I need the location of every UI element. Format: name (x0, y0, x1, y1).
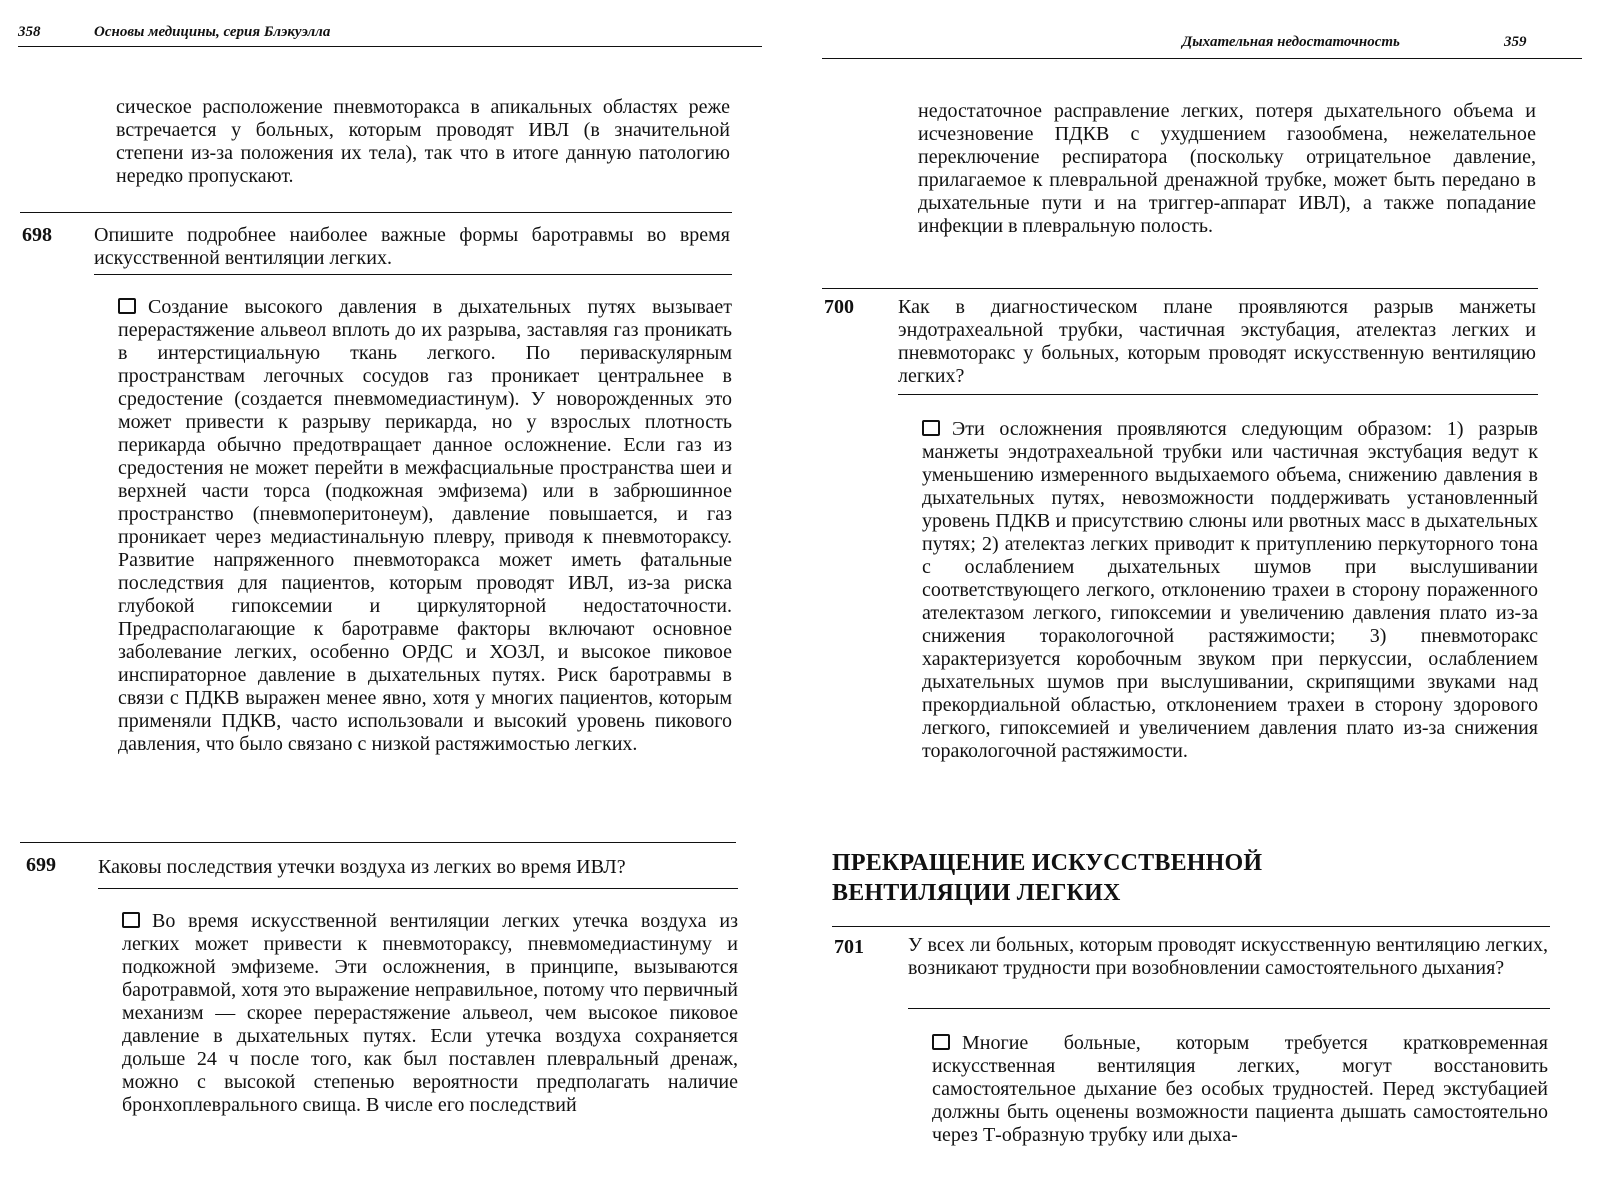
answer-checkbox-icon (922, 420, 940, 436)
answer-700-text: Эти осложнения проявляются следующим образом: 1) разрыв манжеты эндотрахеальной трубки или частичная экстубация ведут к уменьшению измеренного выдыхаемого объема, снижению давления в дыхательных путях, невозможности поддерживать установленный уровень ПДКВ и присутствию слюны или рвотных масс в дыхательных путях; 2) ателектаз легких приводит к притуплению перкуторного тона с ослаблением дыхательных шумов при выслушивании соответствующего легкого, отклонению трахеи в сторону пораженного ателектазом легкого, гипоксемии и увеличению давления плато из-за снижения торакологочной растяжимости; 3) пневмоторакс характеризуется коробочным звуком при перкуссии, ослаблением дыхательных шумов при выслушивании, скрипящими звуками над прекордиальной областью, отклонением трахеи в сторону здорового легкого, гипоксемией и увеличением давления плато из-за снижения торакологочной растяжимости. (922, 418, 1538, 762)
answer-698 (118, 296, 732, 756)
question-699-number: 699 (26, 854, 56, 876)
intro-paragraph-right: недостаточное расправление легких, потеря дыхательного объема и исчезновение ПДКВ с ухудшением газообмена, нежелательное переключение респиратора (поскольку отрицательное давление, прилагаемое к плевральной дренажной трубке, может быть передано в дыхательные пути и на триггер-аппарат ИВЛ), а также попадание инфекции в плевральную полость. (918, 100, 1536, 237)
left-page (0, 0, 790, 1201)
answer-700 (922, 418, 1538, 763)
answer-699 (122, 910, 738, 1117)
question-699-text: Каковы последствия утечки воздуха из легких во время ИВЛ? (98, 856, 626, 878)
question-700-top-rule (822, 288, 1538, 289)
answer-checkbox-icon (118, 298, 136, 314)
running-title-right: Дыхательная недостаточность (1182, 34, 1400, 50)
answer-698-text: Создание высокого давления в дыхательных путях вызывает перерастяжение альвеол вплоть до их разрыва, заставляя газ проникать в интерстициальную ткань легкого. По периваскулярным пространствам легочных сосудов газ проникает центральнее в средостение (создается пневмомедиастинум). У новорожденных это может привести к разрыву перикарда, но у взрослых плотность перикарда обычно предотвращает данное осложнение. Если газ из средостения не может перейти в межфасциальные пространства шеи и верхней части торса (подкожная эмфизема) или в забрюшинное пространство (пневмоперитонеум), давление повышается, и газ проникает через медиастинальную плевру, приводя к пневмотораксу. Развитие напряженного пневмоторакса может иметь фатальные последствия для пациентов, которым проводят ИВЛ, из-за риска глубокой гипоксемии и циркуляторной недостаточности. Предрасполагающие к баротравме факторы включают основное заболевание легких, особенно ОРДС и ХОЗЛ, и высокое пиковое инспираторное давление в дыхательных путях. Риск баротравмы в связи с ПДКВ выражен менее явно, хотя у многих пациентов, которым применяли ПДКВ, часто использовали и высокий уровень пикового давления, что было связано с низкой растяжимостью легких. (118, 296, 732, 755)
question-701-top-rule (832, 926, 1550, 927)
question-700-text: Как в диагностическом плане проявляются разрыв манжеты эндотрахеальной трубки, частичная экстубация, ателектаз легких и пневмоторакс у больных, которым проводят искусственную вентиляцию легких? (898, 296, 1536, 387)
question-698-bottom-rule (94, 274, 732, 275)
answer-checkbox-icon (932, 1034, 950, 1050)
question-699-top-rule (20, 842, 736, 843)
answer-701-text: Многие больные, которым требуется кратковременная искусственная вентиляция легких, могут восстановить самостоятельное дыхание без особых трудностей. Перед экстубацией должны быть оценены возможности пациента дышать самостоятельно через Т-образную трубку или дыха- (932, 1032, 1548, 1146)
answer-checkbox-icon (122, 912, 140, 928)
answer-699-text: Во время искусственной вентиляции легких утечка воздуха из легких может привести к пневмотораксу, пневмомедиастинуму и подкожной эмфиземе. Эти осложнения, в принципе, вызываются баротравмой, хотя это выражение неправильное, потому что первичный механизм — скорее перерастяжение альвеол, чем высокое пиковое давление в дыхательных путях. Если утечка воздуха сохраняется дольше 24 ч после того, как был поставлен плевральный дренаж, можно с высокой степенью вероятности предполагать наличие бронхоплеврального свища. В числе его последствий (122, 910, 738, 1116)
answer-701 (932, 1032, 1548, 1147)
question-698-number: 698 (22, 224, 52, 246)
section-title-line-2: ВЕНТИЛЯЦИИ ЛЕГКИХ (832, 880, 1121, 906)
right-page (790, 0, 1601, 1201)
question-701-text: У всех ли больных, которым проводят искусственную вентиляцию легких, возникают трудности при возобновлении самостоятельного дыхания? (908, 934, 1548, 979)
page-number-left: 358 (18, 24, 41, 40)
question-698-text: Опишите подробнее наиболее важные формы баротравмы во время искусственной вентиляции легких. (94, 224, 730, 269)
intro-paragraph-left: сическое расположение пневмоторакса в апикальных областях реже встречается у больных, которым проводят ИВЛ (в значительной степени из-за положения их тела), так что в итоге данную патологию нередко пропускают. (116, 96, 730, 187)
section-title-line-1: ПРЕКРАЩЕНИЕ ИСКУССТВЕННОЙ (832, 850, 1263, 876)
question-701-bottom-rule (908, 1008, 1550, 1009)
question-699-bottom-rule (98, 888, 738, 889)
page-number-right: 359 (1504, 34, 1527, 50)
running-title-left: Основы медицины, серия Блэкуэлла (94, 24, 331, 40)
header-rule-left (18, 46, 762, 47)
question-701-number: 701 (834, 936, 864, 958)
question-700-bottom-rule (898, 394, 1538, 395)
question-698-top-rule (20, 212, 732, 213)
question-700-number: 700 (824, 296, 854, 318)
header-rule-right (822, 58, 1582, 59)
